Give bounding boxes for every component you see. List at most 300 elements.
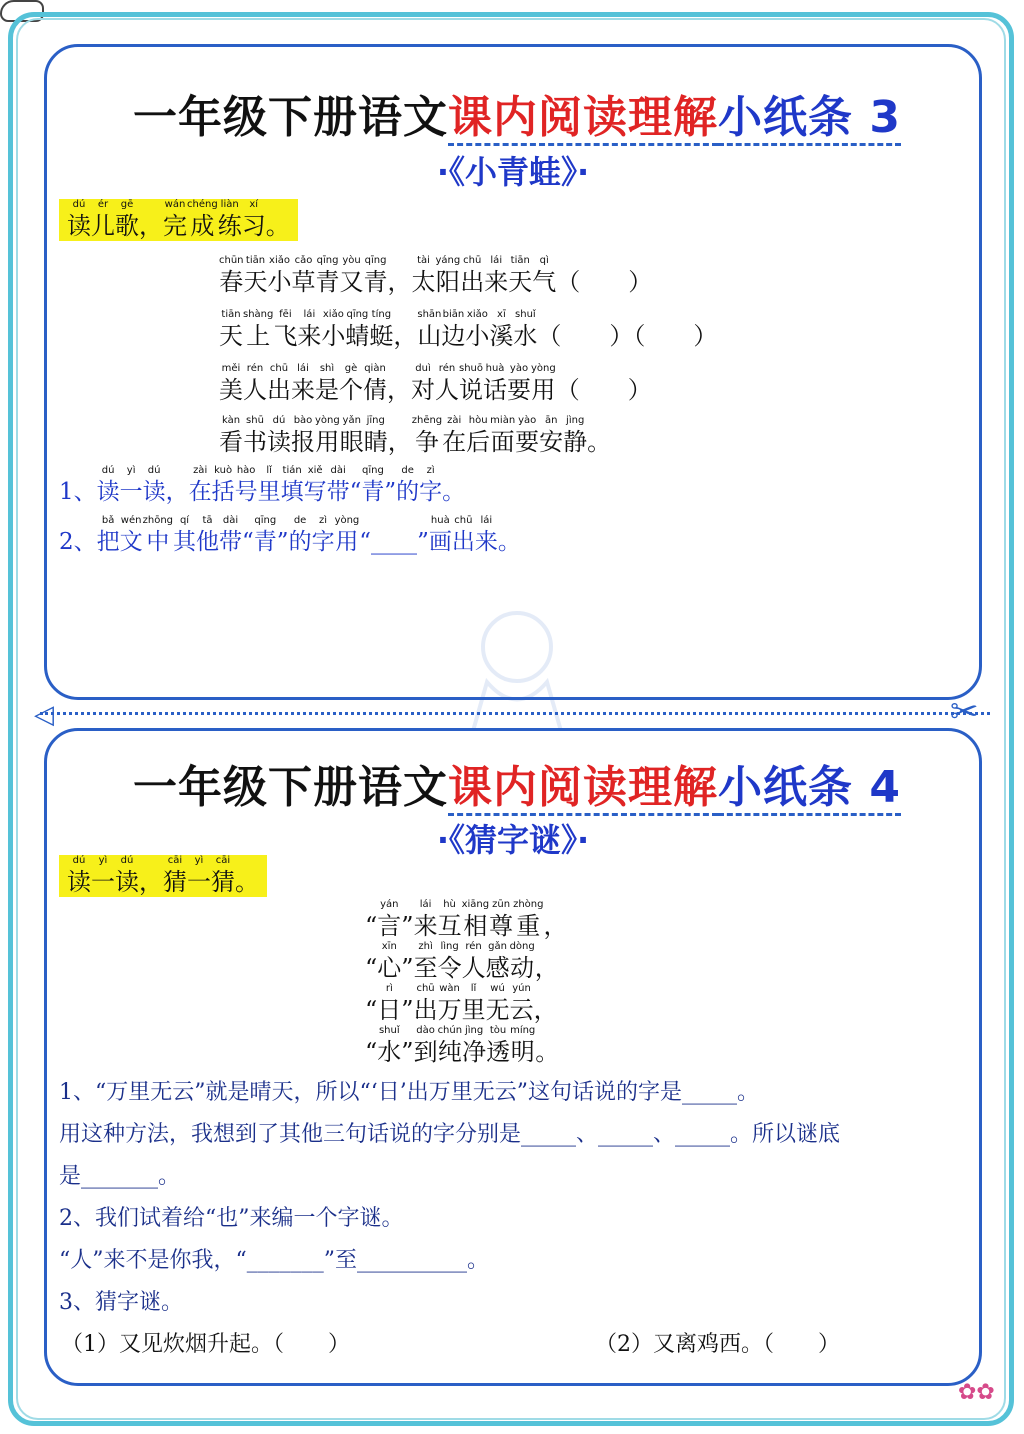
hanzi: ， bbox=[165, 479, 189, 505]
question-char bbox=[212, 465, 235, 507]
pinyin: wán bbox=[164, 199, 186, 210]
answer-blank: 。 bbox=[587, 428, 612, 456]
hanzi: 倩 bbox=[363, 376, 387, 404]
question-1 bbox=[59, 465, 465, 507]
answer-blank: （ ）（ ） bbox=[537, 322, 718, 350]
pinyin: rén bbox=[438, 363, 456, 374]
hanzi: 静 bbox=[563, 428, 588, 456]
poem-char bbox=[243, 309, 273, 351]
pinyin: hào bbox=[236, 465, 256, 476]
poem-char bbox=[417, 309, 441, 351]
riddle-char bbox=[486, 1025, 510, 1067]
pinyin: huà bbox=[430, 515, 450, 526]
hanzi: 人 bbox=[243, 376, 267, 404]
question-char bbox=[335, 515, 360, 557]
pinyin: xiǎo bbox=[322, 309, 344, 320]
riddle-char bbox=[462, 941, 486, 983]
pinyin: chū bbox=[269, 363, 289, 374]
poem-line bbox=[219, 255, 652, 297]
question-char bbox=[120, 515, 143, 557]
hanzi: 又 bbox=[339, 268, 364, 296]
pinyin: jìng bbox=[464, 1025, 484, 1036]
hanzi: 青 bbox=[361, 479, 385, 505]
poem-char bbox=[363, 363, 387, 405]
riddle-key-char bbox=[377, 899, 401, 941]
hanzi: 号 bbox=[234, 479, 258, 505]
poem-char bbox=[297, 309, 321, 351]
riddle-char bbox=[462, 899, 490, 941]
pinyin: dú bbox=[101, 465, 115, 476]
pinyin: gè bbox=[344, 363, 358, 374]
pinyin: hù bbox=[443, 899, 456, 910]
hanzi: 天 bbox=[243, 268, 268, 296]
hanzi: “ bbox=[242, 529, 254, 555]
pinyin: qīng bbox=[254, 515, 277, 526]
poem-char bbox=[563, 415, 587, 457]
pinyin: liàn bbox=[220, 199, 239, 210]
pinyin: dú bbox=[72, 199, 86, 210]
poem-line bbox=[219, 309, 717, 351]
hanzi: 的 bbox=[396, 479, 420, 505]
hanzi: 来 bbox=[291, 376, 315, 404]
poem-char bbox=[483, 363, 507, 405]
pinyin: lái bbox=[490, 255, 503, 266]
poem-line bbox=[219, 415, 611, 457]
hanzi: 青 bbox=[253, 529, 277, 555]
pinyin: xiě bbox=[307, 465, 323, 476]
question-2-line-1: 2、我们试着给“也”来编一个字谜。 bbox=[59, 1206, 404, 1231]
question-1-line-3: 是_______。 bbox=[59, 1164, 181, 1189]
pinyin: yáng bbox=[435, 255, 461, 266]
hanzi: 纯 bbox=[437, 1038, 462, 1066]
hanzi: 感 bbox=[485, 954, 510, 982]
pinyin: lǐ bbox=[266, 465, 272, 476]
pinyin bbox=[365, 899, 377, 911]
pinyin: wàn bbox=[439, 983, 460, 994]
hanzi: 边 bbox=[441, 322, 466, 350]
poem-char bbox=[489, 309, 513, 351]
pinyin: xiǎo bbox=[269, 255, 290, 266]
poem-char bbox=[490, 415, 515, 457]
question-char bbox=[384, 465, 396, 507]
pinyin: jīng bbox=[366, 415, 385, 426]
hanzi: 到 bbox=[413, 1038, 438, 1066]
poem-char bbox=[539, 415, 563, 457]
riddle-key-char bbox=[377, 941, 401, 983]
hanzi: 一 bbox=[187, 868, 211, 896]
question-2 bbox=[59, 515, 521, 557]
hanzi: 用 bbox=[315, 428, 340, 456]
hanzi: 明 bbox=[510, 1038, 535, 1066]
riddle-line bbox=[365, 983, 558, 1025]
riddle-char bbox=[513, 899, 543, 941]
instruction-char bbox=[211, 855, 235, 897]
riddle-end: ， bbox=[534, 954, 559, 982]
hanzi: 万 bbox=[437, 996, 462, 1024]
pinyin: ér bbox=[97, 199, 109, 210]
poem-char bbox=[291, 363, 315, 405]
quote-char bbox=[365, 941, 377, 983]
hanzi: 练 bbox=[217, 212, 242, 240]
pinyin: chū bbox=[454, 515, 473, 526]
instruction-highlight bbox=[59, 855, 267, 897]
pinyin: lái bbox=[480, 515, 493, 526]
pinyin: gē bbox=[120, 199, 134, 210]
pinyin: biān bbox=[442, 309, 465, 320]
hanzi: 相 bbox=[463, 912, 488, 940]
question-char bbox=[312, 515, 335, 557]
hanzi: 是 bbox=[315, 376, 339, 404]
pinyin: dào bbox=[416, 1025, 435, 1036]
hanzi: 括 bbox=[211, 479, 235, 505]
riddle-key-char bbox=[377, 983, 401, 1025]
poem-char bbox=[273, 309, 297, 351]
question-char bbox=[327, 465, 350, 507]
hanzi: 出 bbox=[451, 529, 475, 555]
poem-line bbox=[219, 363, 652, 405]
pinyin: lǐ bbox=[470, 983, 477, 994]
hanzi: 说 bbox=[459, 376, 483, 404]
hanzi: ” bbox=[401, 954, 414, 982]
hanzi: 看 bbox=[219, 428, 243, 456]
pinyin: dú bbox=[147, 465, 161, 476]
instruction-char bbox=[67, 199, 91, 241]
poem-char bbox=[442, 415, 466, 457]
pinyin: miàn bbox=[490, 415, 516, 426]
pinyin: de bbox=[401, 465, 414, 476]
question-char bbox=[289, 515, 312, 557]
pinyin: rén bbox=[465, 941, 482, 952]
pinyin bbox=[401, 983, 413, 995]
pinyin: tiān bbox=[221, 309, 241, 320]
hanzi: 读 bbox=[115, 868, 139, 896]
poem-char bbox=[515, 415, 539, 457]
pinyin: de bbox=[293, 515, 307, 526]
instruction-char bbox=[115, 855, 139, 897]
poem-char bbox=[219, 415, 243, 457]
hanzi: 至 bbox=[413, 954, 438, 982]
pinyin: wén bbox=[120, 515, 142, 526]
hanzi: “ bbox=[365, 996, 378, 1024]
pinyin: huà bbox=[485, 363, 505, 374]
question-char bbox=[97, 515, 120, 557]
hanzi: 成 bbox=[190, 212, 215, 240]
pinyin: chéng bbox=[187, 199, 218, 210]
pinyin: yòng bbox=[334, 515, 360, 526]
riddle-key-char bbox=[377, 1025, 401, 1067]
riddle-end: ， bbox=[533, 996, 558, 1024]
hanzi: 读 bbox=[142, 479, 166, 505]
card-title bbox=[97, 81, 937, 145]
riddle-char bbox=[462, 1025, 486, 1067]
pinyin: tiān bbox=[510, 255, 530, 266]
pinyin: dòng bbox=[509, 941, 535, 952]
hanzi: 其 bbox=[173, 529, 197, 555]
pinyin: wú bbox=[490, 983, 505, 994]
hanzi: 飞 bbox=[273, 322, 298, 350]
pinyin: dú bbox=[72, 855, 86, 866]
instruction-char bbox=[218, 199, 242, 241]
riddle-char bbox=[414, 983, 438, 1025]
pinyin: yào bbox=[509, 363, 529, 374]
pinyin: qì bbox=[539, 255, 549, 266]
flowers-icon: ✿✿ bbox=[958, 1380, 995, 1405]
pinyin bbox=[139, 855, 163, 867]
poem-char bbox=[321, 309, 345, 351]
poem-char bbox=[340, 415, 364, 457]
poem-char bbox=[484, 255, 508, 297]
quote-char bbox=[401, 1025, 413, 1067]
pinyin bbox=[401, 899, 413, 911]
quote-char bbox=[401, 941, 413, 983]
riddle-char bbox=[438, 983, 462, 1025]
lesson-title: ·《小青蛙》· bbox=[436, 153, 590, 191]
hanzi: ” bbox=[401, 1038, 414, 1066]
instruction-char bbox=[139, 855, 163, 897]
poem-char bbox=[267, 415, 291, 457]
poem-char bbox=[315, 363, 339, 405]
poem-char bbox=[219, 255, 244, 297]
hanzi: 阳 bbox=[435, 268, 460, 296]
poem-char bbox=[412, 255, 436, 297]
pinyin: tiān bbox=[245, 255, 266, 266]
question-char bbox=[196, 515, 219, 557]
pinyin: shàng bbox=[243, 309, 274, 320]
hanzi: ” bbox=[417, 529, 429, 555]
question-3-title: 3、猜字谜。 bbox=[59, 1290, 183, 1315]
pinyin bbox=[401, 1025, 413, 1037]
instruction-char bbox=[187, 855, 211, 897]
hanzi: 用 bbox=[335, 529, 359, 555]
hanzi: 字 bbox=[419, 479, 443, 505]
hanzi: ” bbox=[384, 479, 397, 505]
hanzi: 报 bbox=[291, 428, 315, 456]
hanzi: 来 bbox=[297, 322, 322, 350]
riddle-char bbox=[438, 941, 462, 983]
poem-char bbox=[244, 255, 268, 297]
poem-char bbox=[441, 309, 465, 351]
poem-char bbox=[435, 363, 459, 405]
riddle-line bbox=[365, 941, 559, 983]
hanzi: 小 bbox=[321, 322, 346, 350]
comma: ， bbox=[387, 376, 411, 404]
hanzi: 山 bbox=[417, 322, 442, 350]
title-topic: 课内阅读理解 bbox=[448, 92, 718, 146]
question-char bbox=[475, 515, 498, 557]
riddle-char bbox=[486, 941, 510, 983]
hanzi: 的 bbox=[288, 529, 312, 555]
question-char bbox=[417, 515, 429, 557]
quote-char bbox=[401, 899, 413, 941]
hanzi: 美 bbox=[219, 376, 243, 404]
pinyin bbox=[401, 941, 413, 953]
pinyin bbox=[365, 983, 377, 995]
riddle-char bbox=[486, 983, 510, 1025]
poem-char bbox=[465, 309, 489, 351]
lesson-title: ·《猜字谜》· bbox=[436, 821, 590, 859]
quote-char bbox=[365, 1025, 377, 1067]
pinyin: lái bbox=[419, 899, 432, 910]
pinyin: yì bbox=[194, 855, 204, 866]
poem-char bbox=[243, 363, 267, 405]
hanzi: 要 bbox=[507, 376, 532, 404]
hanzi: 眼 bbox=[339, 428, 364, 456]
hanzi: 人 bbox=[435, 376, 459, 404]
poem-char bbox=[267, 363, 291, 405]
hanzi: 歌 bbox=[115, 212, 139, 240]
hanzi: 猜 bbox=[211, 868, 235, 896]
comma: ， bbox=[393, 322, 418, 350]
question-char bbox=[277, 515, 289, 557]
pinyin: jìng bbox=[566, 415, 585, 426]
pinyin: shuō bbox=[459, 363, 484, 374]
hanzi: “ bbox=[365, 912, 378, 940]
pinyin: qīng bbox=[316, 255, 339, 266]
hanzi: 气 bbox=[532, 268, 557, 296]
question-char bbox=[235, 465, 258, 507]
hanzi: 个 bbox=[339, 376, 363, 404]
hanzi: 来 bbox=[413, 912, 438, 940]
hanzi: 小 bbox=[465, 322, 490, 350]
arrow-left-icon: ◁ bbox=[34, 700, 54, 730]
pinyin: duì bbox=[415, 363, 431, 374]
pinyin: ān bbox=[544, 415, 558, 426]
pinyin: qīng bbox=[346, 309, 369, 320]
hanzi: 读 bbox=[96, 479, 120, 505]
hanzi: ， bbox=[139, 868, 163, 896]
hanzi: 安 bbox=[539, 428, 564, 456]
question-char bbox=[242, 515, 254, 557]
pinyin: xí bbox=[249, 199, 259, 210]
pinyin bbox=[417, 515, 429, 527]
hanzi: 读 bbox=[67, 212, 91, 240]
hanzi: 净 bbox=[462, 1038, 487, 1066]
question-char bbox=[166, 465, 189, 507]
question-char bbox=[361, 465, 384, 507]
poem-char bbox=[364, 415, 388, 457]
hanzi: 出 bbox=[413, 996, 438, 1024]
hanzi: ” bbox=[401, 996, 414, 1024]
riddle-char bbox=[438, 899, 462, 941]
pinyin bbox=[365, 941, 377, 953]
riddle-line bbox=[365, 1025, 559, 1067]
comma: ， bbox=[387, 428, 412, 456]
quote-char bbox=[365, 983, 377, 1025]
instruction-char bbox=[139, 199, 163, 241]
instruction-char bbox=[91, 855, 115, 897]
hanzi: 来 bbox=[484, 268, 509, 296]
riddle-char bbox=[414, 899, 438, 941]
question-char bbox=[304, 465, 327, 507]
pinyin: xī bbox=[497, 309, 506, 320]
pinyin: zài bbox=[447, 415, 462, 426]
pinyin: yòu bbox=[342, 255, 361, 266]
poem-char bbox=[292, 255, 316, 297]
poem-char bbox=[340, 255, 364, 297]
hanzi: 青 bbox=[363, 268, 388, 296]
pinyin: fēi bbox=[279, 309, 292, 320]
pinyin: dú bbox=[272, 415, 286, 426]
question-char bbox=[189, 465, 212, 507]
quote-char bbox=[401, 983, 413, 1025]
pinyin: zhēng bbox=[411, 415, 443, 426]
pinyin: yào bbox=[518, 415, 537, 426]
hanzi: 儿 bbox=[91, 212, 115, 240]
pinyin: shān bbox=[417, 309, 442, 320]
hanzi: 出 bbox=[267, 376, 291, 404]
pinyin: tián bbox=[282, 465, 302, 476]
question-1-line-1: 1、“万里无云”就是晴天，所以“‘日’出万里无云”这句话说的字是_____。 bbox=[59, 1080, 759, 1105]
hanzi: 文 bbox=[119, 529, 143, 555]
poem-char bbox=[243, 415, 267, 457]
hanzi: 一 bbox=[119, 479, 143, 505]
pinyin: bào bbox=[293, 415, 313, 426]
poem-char bbox=[339, 363, 363, 405]
poem-char bbox=[219, 363, 243, 405]
hanzi: 蜓 bbox=[369, 322, 394, 350]
poem-char bbox=[507, 363, 531, 405]
pinyin: yì bbox=[98, 855, 108, 866]
instruction-char bbox=[115, 199, 139, 241]
pinyin bbox=[166, 465, 189, 477]
hanzi: 春 bbox=[219, 268, 244, 296]
pinyin: hòu bbox=[468, 415, 488, 426]
hanzi: 用 bbox=[531, 376, 556, 404]
poem-char bbox=[219, 309, 243, 351]
hanzi: ， bbox=[139, 212, 163, 240]
hanzi: 言 bbox=[377, 912, 402, 940]
hanzi: 画 bbox=[428, 529, 452, 555]
hanzi: 日 bbox=[377, 996, 402, 1024]
hanzi: 草 bbox=[291, 268, 316, 296]
pinyin: rì bbox=[385, 983, 393, 994]
question-2-line-2: “人”来不是你我，“_______”至__________。 bbox=[59, 1248, 489, 1273]
pinyin: gǎn bbox=[488, 941, 507, 952]
pinyin bbox=[350, 465, 362, 477]
question-char bbox=[143, 465, 166, 507]
instruction-char bbox=[67, 855, 91, 897]
pinyin: tā bbox=[202, 515, 213, 526]
title-topic: 课内阅读理解 bbox=[448, 762, 718, 816]
hanzi: 他 bbox=[196, 529, 220, 555]
card-title bbox=[97, 751, 937, 815]
pinyin: yòng bbox=[315, 415, 340, 426]
pinyin: cāi bbox=[215, 855, 231, 866]
poem-char bbox=[531, 363, 556, 405]
pinyin: xiāng bbox=[461, 899, 490, 910]
worksheet-card-3 bbox=[44, 44, 982, 700]
hanzi: 来 bbox=[474, 529, 498, 555]
pinyin: qīng bbox=[362, 465, 384, 476]
hanzi: 天 bbox=[508, 268, 533, 296]
hanzi: 读 bbox=[67, 868, 91, 896]
hanzi: ” bbox=[401, 912, 414, 940]
instruction-char bbox=[242, 199, 266, 241]
cut-line bbox=[40, 712, 990, 717]
hanzi: 里 bbox=[257, 479, 281, 505]
pinyin: dài bbox=[330, 465, 346, 476]
question-number: 1、 bbox=[59, 479, 97, 505]
riddle-char bbox=[510, 1025, 535, 1067]
pinyin: chūn bbox=[219, 255, 244, 266]
hanzi: 出 bbox=[460, 268, 485, 296]
poem-char bbox=[316, 255, 340, 297]
title-grade: 一年级下册语文 bbox=[133, 762, 449, 813]
hanzi: 心 bbox=[377, 954, 402, 982]
hanzi: 书 bbox=[243, 428, 267, 456]
poem-char bbox=[411, 363, 435, 405]
hanzi: 字 bbox=[311, 529, 335, 555]
